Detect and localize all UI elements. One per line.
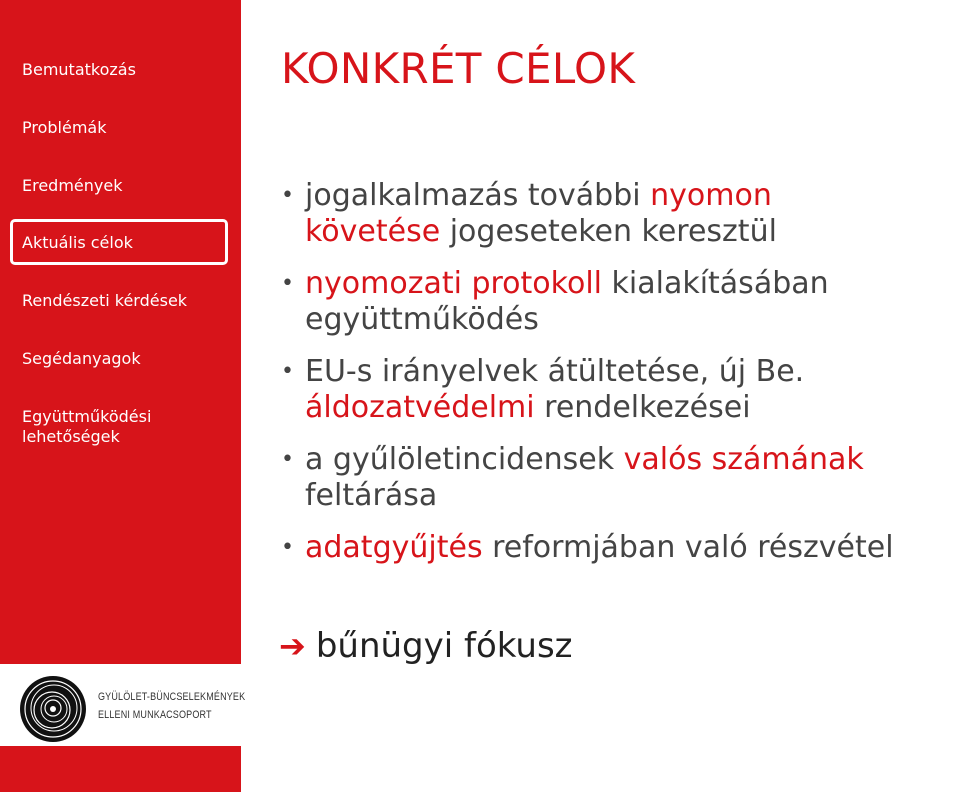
logo-text xyxy=(98,688,245,724)
text-segment: a gyűlöletincidensek xyxy=(305,442,624,477)
list-item-line xyxy=(305,530,960,566)
logo-line-1: GYÜLÖLET-BÜNCSELEKMÉNYEK xyxy=(98,691,246,703)
list-item xyxy=(281,442,960,514)
list-item-line xyxy=(305,302,960,338)
list-item-line xyxy=(305,354,960,390)
nav-item-rendeszeti-kerdesek[interactable]: Rendészeti kérdések xyxy=(22,291,188,310)
list-item-line xyxy=(305,266,960,302)
bullet-dot-icon: • xyxy=(281,183,294,208)
bullet-dot-icon: • xyxy=(281,271,294,296)
text-segment: jogalkalmazás további xyxy=(305,178,651,213)
text-segment: kialakításában xyxy=(601,266,829,301)
text-segment-highlight: nyomon xyxy=(650,178,772,213)
text-segment-highlight: adatgyűjtés xyxy=(305,530,483,565)
nav-item-aktualis-celok[interactable]: Aktuális célok xyxy=(22,233,133,252)
text-segment: együttműködés xyxy=(305,302,539,337)
list-item-line xyxy=(305,390,960,426)
text-segment: EU-s irányelvek átültetése, új Be. xyxy=(305,354,805,389)
conclusion-text: bűnügyi fókusz xyxy=(315,626,573,666)
bullet-dot-icon: • xyxy=(281,447,294,472)
page-title: KONKRÉT CÉLOK xyxy=(281,44,636,93)
text-segment-highlight: valós számának xyxy=(623,442,864,477)
list-item xyxy=(281,530,960,566)
logo-line-2: ELLENI MUNKACSOPORT xyxy=(98,709,212,721)
nav-item-bemutatkozas[interactable]: Bemutatkozás xyxy=(22,60,136,79)
text-segment-highlight: követése xyxy=(305,214,441,249)
text-segment-highlight: áldozatvédelmi xyxy=(305,390,535,425)
list-item-line xyxy=(305,442,960,478)
nav-item-segedanyagok[interactable]: Segédanyagok xyxy=(22,349,141,368)
text-segment: rendelkezései xyxy=(534,390,751,425)
bullet-dot-icon: • xyxy=(281,359,294,384)
nav-item-problemak[interactable]: Problémák xyxy=(22,118,107,137)
text-segment: jogeseteken keresztül xyxy=(440,214,777,249)
conclusion xyxy=(279,626,573,666)
list-item xyxy=(281,178,960,250)
sidebar xyxy=(0,0,246,792)
text-segment: feltárása xyxy=(305,478,438,513)
list-item-line xyxy=(305,214,960,250)
list-item-line xyxy=(305,478,960,514)
text-segment: reformjában való részvétel xyxy=(482,530,894,565)
nav-item-eredmenyek[interactable]: Eredmények xyxy=(22,176,123,195)
text-segment-highlight: nyomozati protokoll xyxy=(305,266,602,301)
arrow-right-icon: ➔ xyxy=(279,627,306,665)
list-item xyxy=(281,266,960,338)
logo-spiral-icon xyxy=(18,674,88,744)
list-item xyxy=(281,354,960,426)
bullet-dot-icon: • xyxy=(281,535,294,560)
list-item-line xyxy=(305,178,960,214)
nav-item-egyuttmukodesi-lehetosegek[interactable]: Együttműködési lehetőségek xyxy=(22,407,152,446)
